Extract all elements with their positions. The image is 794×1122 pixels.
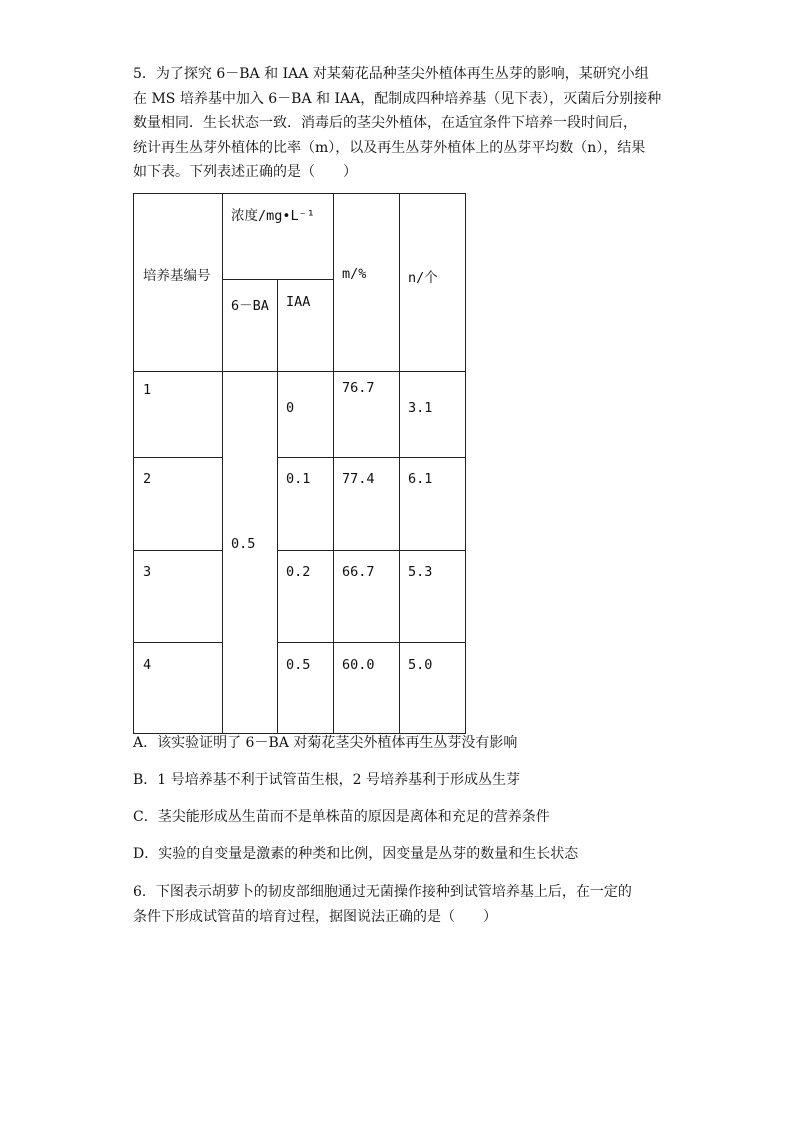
header-n-cell	[400, 194, 466, 372]
n-value-cell	[400, 458, 466, 551]
m-value-cell	[334, 372, 400, 458]
m-value: 66.7	[342, 564, 375, 580]
iaa-value-cell	[278, 458, 334, 551]
n-value-cell	[400, 643, 466, 734]
medium-id-cell	[134, 458, 223, 551]
n-value: 5.3	[408, 564, 433, 580]
question-6-line: 6．下图表示胡萝卜的韧皮部细胞通过无菌操作接种到试管培养基上后，在一定的	[133, 884, 632, 900]
header-medium: 培养基编号	[143, 268, 211, 284]
header-conc-cell	[223, 194, 334, 280]
question-5-line: 如下表。下列表述正确的是（ ）	[133, 164, 357, 180]
iaa-value-cell	[278, 372, 334, 458]
option-a: A．该实验证明了 6－BA 对菊花茎尖外植体再生丛芽没有影响	[133, 735, 518, 751]
iaa-value: 0.5	[286, 657, 311, 673]
header-ba: 6－BA	[231, 298, 269, 314]
question-5-line: 在 MS 培养基中加入 6－BA 和 IAA，配制成四种培养基（见下表），灭菌后分别接种	[133, 90, 662, 107]
medium-id-cell	[134, 643, 223, 734]
iaa-value: 0	[286, 400, 295, 416]
header-m-cell	[334, 194, 400, 372]
option-b: B．1 号培养基不利于试管苗生根，2 号培养基利于形成丛生芽	[133, 772, 521, 788]
m-value: 77.4	[342, 471, 375, 487]
n-value-cell	[400, 372, 466, 458]
iaa-value-cell	[278, 551, 334, 643]
n-value: 3.1	[408, 400, 433, 416]
ba-value: 0.5	[231, 536, 256, 552]
n-value-cell	[400, 551, 466, 643]
iaa-value-cell	[278, 643, 334, 734]
medium-id: 1	[143, 382, 152, 398]
header-iaa: IAA	[286, 294, 311, 310]
question-6	[133, 880, 673, 929]
table-row	[134, 551, 466, 643]
n-value: 6.1	[408, 471, 433, 487]
option-c: C．茎尖能形成丛生苗而不是单株苗的原因是离体和充足的营养条件	[133, 809, 550, 825]
header-iaa-cell	[278, 280, 334, 372]
ba-value-cell	[223, 372, 278, 734]
header-conc: 浓度/mg•L⁻¹	[231, 208, 315, 224]
medium-id-cell	[134, 551, 223, 643]
medium-id: 3	[143, 564, 152, 580]
header-medium-cell	[134, 194, 223, 372]
iaa-value: 0.1	[286, 471, 311, 487]
m-value: 60.0	[342, 657, 375, 673]
n-value: 5.0	[408, 657, 433, 673]
table-row	[134, 458, 466, 551]
m-value-cell	[334, 551, 400, 643]
table-row	[134, 372, 466, 458]
question-5-line: 统计再生丛芽外植体的比率（m），以及再生丛芽外植体上的丛芽平均数（n），结果	[133, 139, 646, 156]
data-table	[133, 193, 466, 734]
medium-id: 2	[143, 471, 152, 487]
header-n: n/个	[408, 270, 438, 286]
m-value: 76.7	[342, 380, 375, 396]
medium-id-cell	[134, 372, 223, 458]
medium-id: 4	[143, 657, 152, 673]
header-m: m/%	[342, 266, 367, 282]
question-6-line: 条件下形成试管苗的培育过程，据图说法正确的是（ ）	[133, 908, 497, 925]
option-d: D．实验的自变量是激素的种类和比例，因变量是丛芽的数量和生长状态	[133, 846, 579, 862]
table-row	[134, 643, 466, 734]
iaa-value: 0.2	[286, 564, 311, 580]
header-ba-cell	[223, 280, 278, 372]
question-5-line: 数量相同．生长状态一致．消毒后的茎尖外植体，在适宜条件下培养一段时间后，	[133, 115, 637, 131]
answer-options	[133, 733, 673, 881]
m-value-cell	[334, 458, 400, 551]
question-5	[133, 62, 663, 185]
question-5-line: 5．为了探究 6－BA 和 IAA 对某菊花品种茎尖外植体再生丛芽的影响，某研究小组	[133, 66, 649, 82]
m-value-cell	[334, 643, 400, 734]
